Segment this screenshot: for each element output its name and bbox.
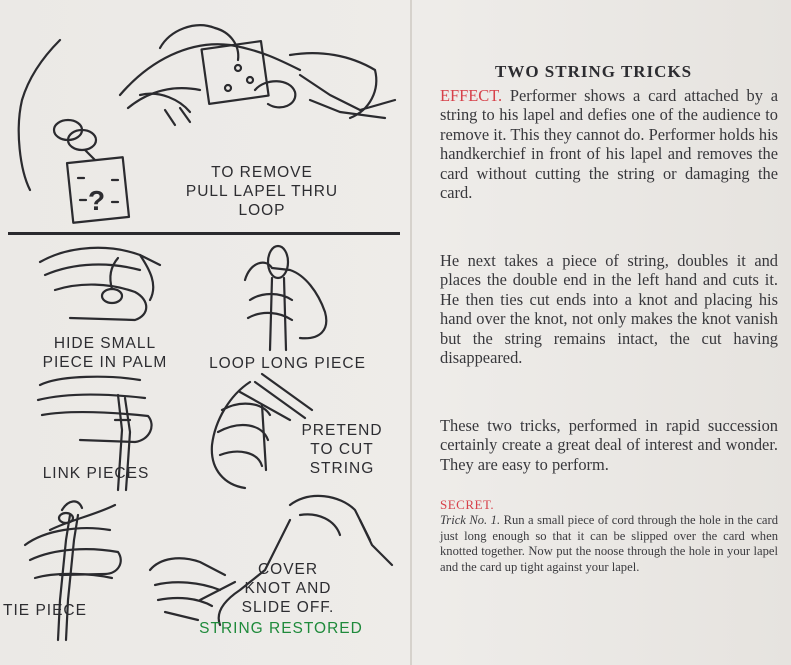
section-divider (8, 232, 400, 235)
caption-link-pieces: LINK PIECES (42, 465, 150, 482)
trick-number: Trick No. 1. (440, 513, 501, 527)
secret-paragraph (440, 513, 778, 575)
caption-cover-knot: COVER KNOT AND SLIDE OFF. (241, 561, 335, 616)
second-paragraph: He next takes a piece of string, doubles it and places the double end in the left hand and cuts it. He then ties cut ends into a knot and placing his hand over the knot, not only makes the knot vanish but the string remains intact, the cut having disappeared. (440, 251, 778, 368)
secret-label: SECRET. (440, 497, 495, 512)
caption-tie-piece: TIE PIECE (3, 602, 87, 619)
hide-small-piece-illustration (40, 248, 160, 320)
caption-loop-long: LOOP LONG PIECE (209, 355, 366, 372)
page-title: TWO STRING TRICKS (495, 62, 693, 81)
caption-hide-small: HIDE SMALL PIECE IN PALM (42, 335, 168, 371)
effect-paragraph (440, 86, 778, 202)
secret-body: Run a small piece of cord through the hole in the card just long enough so that it can be slipped over the card when knotted together. Now put the noose through the hole in your lapel and the card up tight against your lapel. (440, 513, 778, 574)
caption-pretend-cut: PRETEND TO CUT STRING (301, 422, 383, 477)
caption-to-remove: TO REMOVE PULL LAPEL THRU LOOP (185, 164, 339, 219)
loop-long-piece-illustration (245, 246, 326, 350)
effect-label: EFFECT. (440, 86, 503, 105)
caption-string-restored: STRING RESTORED (199, 620, 363, 637)
effect-body: Performer shows a card attached by a string to his lapel and defies one of the audience to remove it. This they cannot do. Performer holds his handkerchief in front of his lapel and removes the card without cutting the string or damaging the card. (440, 86, 778, 203)
third-paragraph: These two tricks, performed in rapid succession certainly create a great deal of interest and wonder. They are easy to perform. (440, 416, 778, 474)
card-question-mark: ? (87, 185, 107, 216)
